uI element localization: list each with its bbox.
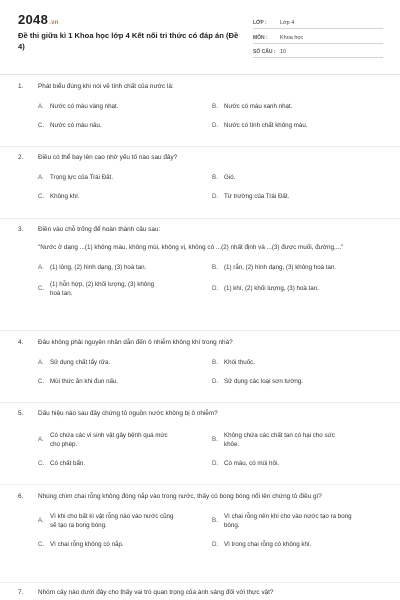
option-c[interactable]: C. Vì chai rỗng không có nắp. (38, 540, 124, 548)
question-separator (0, 484, 400, 485)
question-6: 6. Nhúng chìm chai rỗng không đóng nắp vào trong nước, thấy có bong bóng nổi lên chứng tỏ điều gì? A. Vì khi cho bất kì vật rỗng nào vào nước cũng sẽ tạo ra bong bóng. B. Vì chai rỗng nên khi cho vào nước tạo ra bong bóng. C. Vì chai rỗng không có nắp. D. Vì trong chai rỗng có không khí. (18, 492, 386, 549)
option-d[interactable]: D. (1) khí, (2) khối lượng, (3) hoà tan. (212, 285, 319, 292)
option-b[interactable]: B. Không chứa các chất tan có hại cho sức khỏe. (212, 431, 335, 448)
option-d[interactable]: D. Có màu, có mùi hôi. (212, 459, 280, 467)
option-b[interactable]: B. (1) rắn, (2) hình dạng, (3) không hoà tan. (212, 263, 337, 271)
site-logo[interactable]: 2048.vn (18, 12, 59, 27)
option-a[interactable]: A. (1) lỏng, (2) hình dạng, (3) hoà tan. (38, 263, 147, 271)
question-separator (0, 218, 400, 219)
question-2: 2. Điều có thể bay lên cao nhờ yếu tố nào sau đây? A. Trọng lực của Trái Đất. B. Gió. C. Không khí. D. Từ trường của Trái Đất. (18, 153, 386, 201)
option-b[interactable]: B. Vì chai rỗng nên khi cho vào nước tạo ra bong bóng. (212, 512, 352, 529)
question-text: Điều có thể bay lên cao nhờ yếu tố nào sau đây? (38, 154, 178, 161)
question-5: 5. Dấu hiệu nào sau đây chứng tỏ nguồn nước không bị ô nhiễm? A. Có chứa các vi sinh vật gây bệnh quá mức cho phép. B. Không chứa các chất tan có hại cho sức khỏe. C. Có chất bẩn. D. Có màu, có mùi hôi. (18, 409, 386, 468)
option-b[interactable]: B. Nước có màu xanh nhạt. (212, 102, 293, 110)
exam-info (253, 16, 383, 60)
option-b[interactable]: B. Gió. (212, 173, 236, 181)
question-separator (0, 402, 400, 403)
option-c[interactable]: C. Nước có màu nâu. (38, 121, 102, 129)
question-4: 4. Đâu không phải nguyên nhân dẫn đến ô nhiễm không khí trong nhà? A. Sử dụng chất tẩy rửa. B. Khói thuốc. C. Mùi thức ăn khi đun nấu. D. Sử dụng các loại sơn tường. (18, 338, 386, 386)
info-subject: MÔN : Khoa học (253, 31, 383, 44)
question-text: Đâu không phải nguyên nhân dẫn đến ô nhiễm không khí trong nhà? (38, 339, 233, 346)
question-3: 3. Điền vào chỗ trống để hoàn thành câu sau: "Nước ở dạng ...(1) không màu, không mùi, không vị, không có ...(2) nhất định và ...(3) được muối, đường,..." A. (1) lỏng, (2) hình dạng, (3) hoà tan. B. (1) rắn, (2) hình dạng, (3) không hoà tan. C. (1) hỗn hợp, (2) khối lượng, (3) không hoà tan. D. (1) khí, (2) khối lượng, (3) hoà tan. (18, 225, 386, 298)
option-d[interactable]: D. Từ trường của Trái Đất. (212, 192, 290, 200)
info-question-count: SỐ CÂU : 10 (253, 45, 383, 58)
option-a[interactable]: A. Sử dụng chất tẩy rửa. (38, 358, 111, 366)
option-d[interactable]: D. Vì trong chai rỗng có không khí. (212, 540, 312, 548)
option-a[interactable]: A. Trọng lực của Trái Đất. (38, 173, 114, 181)
question-separator (0, 330, 400, 331)
header-divider (0, 74, 400, 75)
question-separator (0, 582, 400, 583)
question-text: Điền vào chỗ trống để hoàn thành câu sau: (38, 226, 161, 233)
question-7: 7. Nhóm cây nào dưới đây cho thấy vai trò quan trọng của ánh sáng đối với thực vật? (18, 588, 386, 598)
option-a[interactable]: A. Nước có màu vàng nhạt. (38, 102, 119, 110)
fill-in-quote: "Nước ở dạng ...(1) không màu, không mùi, không vị, không có ...(2) nhất định và ...(3) được muối, đường,..." (38, 243, 344, 251)
option-b[interactable]: B. Khói thuốc. (212, 358, 255, 366)
info-grade: LỚP : Lớp 4 (253, 16, 383, 29)
question-text: Dấu hiệu nào sau đây chứng tỏ nguồn nước không bị ô nhiễm? (38, 410, 218, 417)
option-c[interactable]: C. Không khí. (38, 192, 80, 200)
question-text: Nhúng chìm chai rỗng không đóng nắp vào trong nước, thấy có bong bóng nổi lên chứng tỏ điều gì? (38, 493, 322, 500)
option-d[interactable]: D. Nước có tính chất không màu. (212, 121, 308, 129)
question-text: Phát biểu đúng khi nói về tính chất của nước là: (38, 83, 174, 90)
exam-title: Đề thi giữa kì 1 Khoa học lớp 4 Kết nối tri thức có đáp án (Đề 4) (18, 31, 239, 51)
document-header (18, 12, 384, 70)
option-c[interactable]: C. (1) hỗn hợp, (2) khối lượng, (3) không hoà tan. (38, 280, 155, 297)
question-1: 1. Phát biểu đúng khi nói về tính chất của nước là: A. Nước có màu vàng nhạt. B. Nước có màu xanh nhạt. C. Nước có màu nâu. D. Nước có tính chất không màu. (18, 82, 386, 130)
option-c[interactable]: C. Mùi thức ăn khi đun nấu. (38, 377, 119, 385)
option-a[interactable]: A. Vì khi cho bất kì vật rỗng nào vào nước cũng sẽ tạo ra bong bóng. (38, 512, 174, 529)
option-c[interactable]: C. Có chất bẩn. (38, 459, 86, 467)
question-separator (0, 146, 400, 147)
question-text: Nhóm cây nào dưới đây cho thấy vai trò quan trọng của ánh sáng đối với thực vật? (38, 589, 274, 596)
option-a[interactable]: A. Có chứa các vi sinh vật gây bệnh quá mức cho phép. (38, 431, 168, 448)
option-d[interactable]: D. Sử dụng các loại sơn tường. (212, 377, 304, 385)
